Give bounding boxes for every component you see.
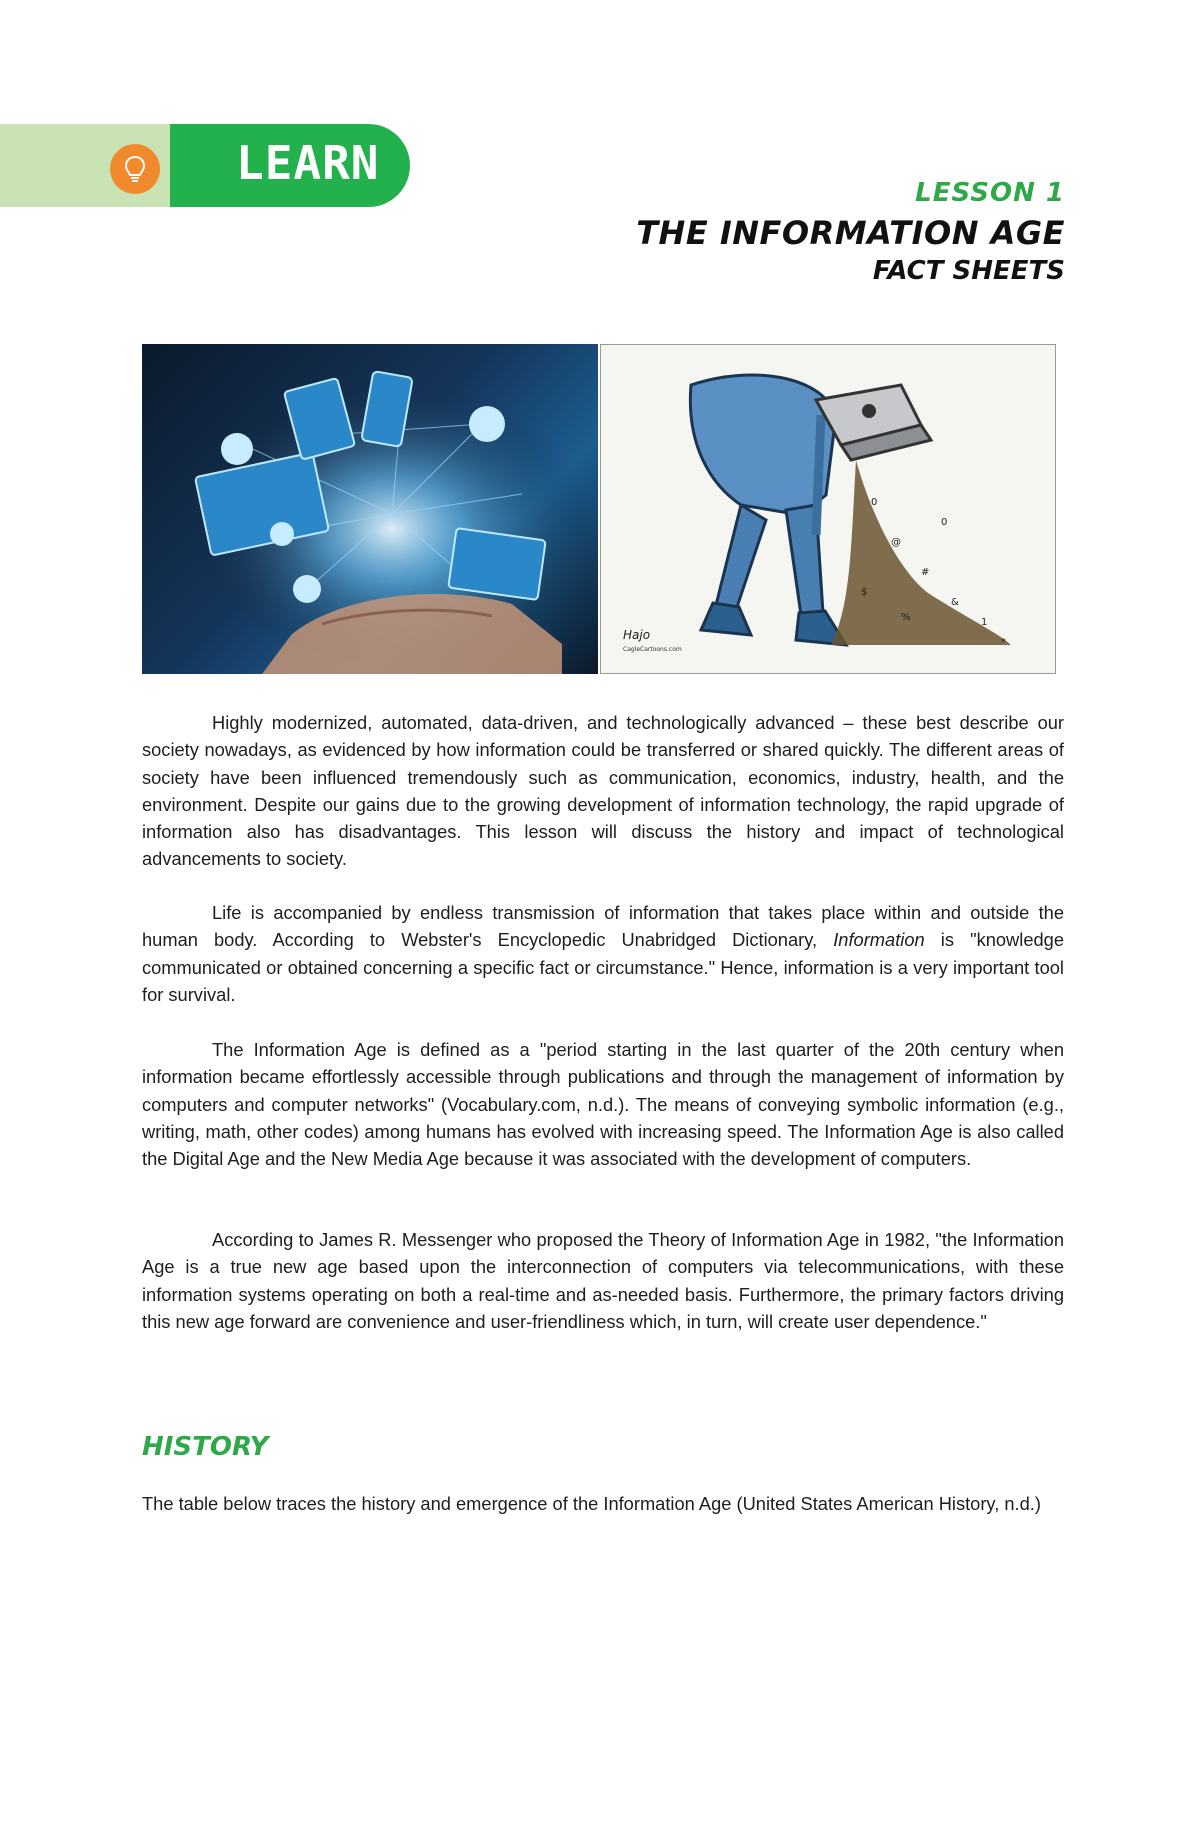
hand-holding-network-devices-image (142, 344, 598, 674)
lightbulb-icon (110, 144, 160, 194)
svg-text:#: # (921, 567, 930, 578)
lesson-subtitle: FACT SHEETS (872, 256, 1065, 286)
paragraph-1: Highly modernized, automated, data-driven, and technologically advanced – these best describe our society nowadays, as evidenced by how information could be transferred or shared quickly. The different areas of society have been influenced tremendously such as communication, economics, industry, health, and the environment. Despite our gains due to the growing development of information technology, the rapid upgrade of information also has disadvantages. This lesson will discuss the history and impact of technological advancements to society. (142, 712, 1064, 870)
paragraph-2-part-a: Life is accompanied by endless transmission of information that takes place within and outside the human body. According to Webster's Encyclopedic Unabridged Dictionary, (142, 902, 1064, 951)
lesson-number: LESSON 1 (915, 178, 1065, 208)
information-term: Information (833, 929, 925, 951)
information-overload-cartoon-image (600, 344, 1056, 674)
svg-text:*: * (1001, 637, 1006, 648)
svg-text:@: @ (891, 537, 901, 548)
header-images (142, 344, 1056, 674)
paragraph-2-part-b: is "knowledge communicated or obtained concerning a specific fact or circumstance." Hence, information is a very important tool for survival. (142, 929, 1064, 1005)
history-heading: HISTORY (142, 1432, 269, 1462)
svg-text:0: 0 (871, 497, 878, 508)
cartoon-signature: Hajo (623, 628, 651, 642)
learn-label: LEARN (236, 136, 380, 190)
svg-text:$: $ (861, 587, 868, 598)
paragraph-4: According to James R. Messenger who proposed the Theory of Information Age in 1982, "the Information Age is a true new age based upon the interconnection of computers via telecommunications, with these information systems operating on both a real-time and as-needed basis. Furthermore, the primary factors driving this new age forward are convenience and user-friendliness which, in turn, will create user dependence." (142, 1229, 1064, 1332)
history-intro: The table below traces the history and emergence of the Information Age (United States American History, n.d.) (142, 1493, 1041, 1514)
svg-text:%: % (901, 612, 911, 623)
svg-text:0: 0 (941, 517, 948, 528)
paragraph-3: The Information Age is defined as a "period starting in the last quarter of the 20th century when information became effortlessly accessible through publications and through the management of information by computers and computer networks" (Vocabulary.com, n.d.). The means of conveying symbolic information (e.g., writing, math, other codes) among humans has evolved with increasing speed. The Information Age is also called the Digital Age and the New Media Age because it was associated with the development of computers. (142, 1039, 1064, 1170)
svg-text:1: 1 (981, 617, 988, 628)
paragraph-2 (142, 899, 1064, 1008)
lesson-header (636, 178, 1065, 286)
svg-text:&: & (951, 597, 959, 608)
cartoon-caption: CagleCartoons.com (623, 646, 682, 653)
lesson-title: THE INFORMATION AGE (636, 214, 1065, 252)
